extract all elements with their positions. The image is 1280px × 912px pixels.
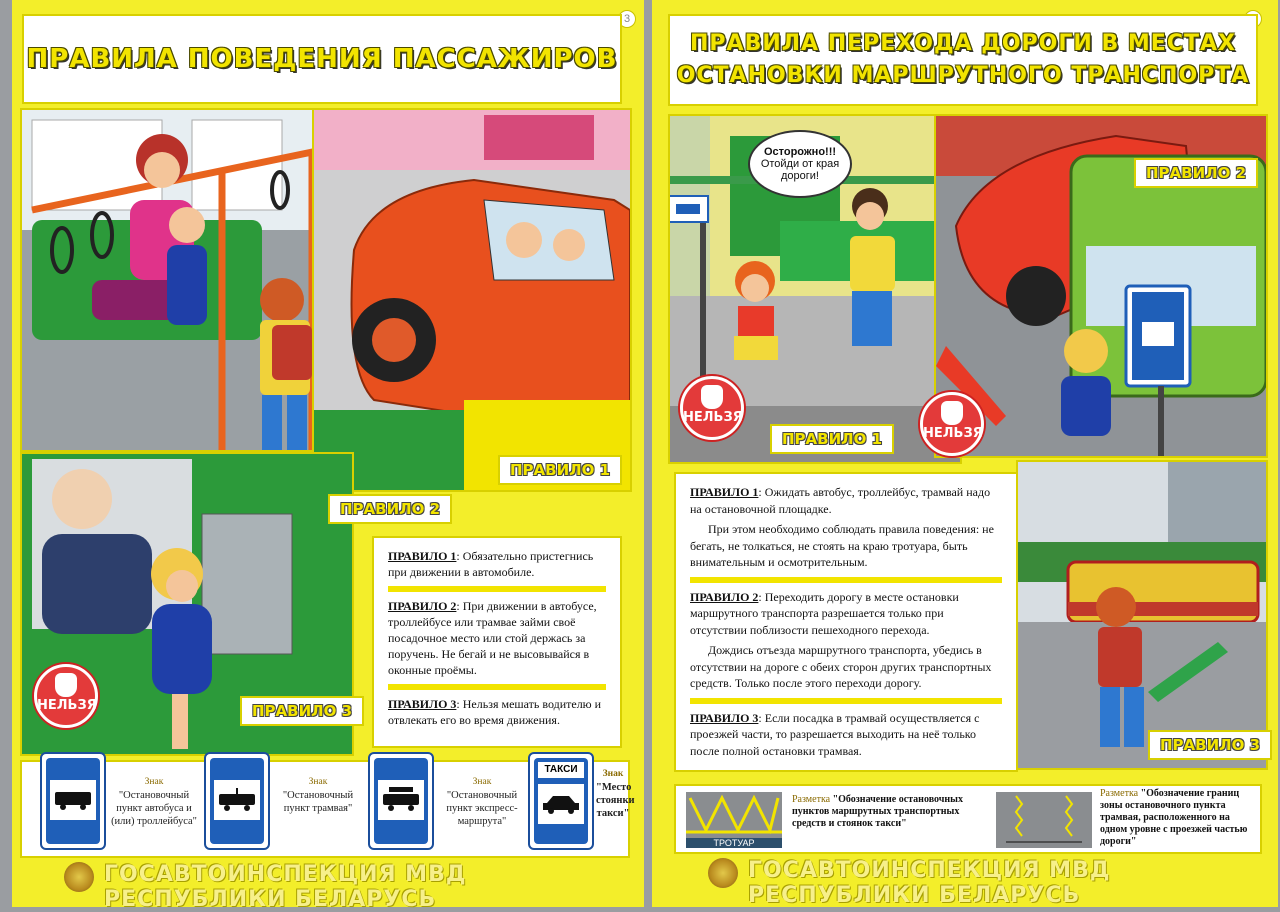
nelzya-label: НЕЛЬЗЯ xyxy=(37,698,97,713)
speech-bubble xyxy=(748,130,852,198)
zigzag-marking-icon xyxy=(686,792,782,836)
rule-label-3: ПРАВИЛО 3 xyxy=(240,696,364,726)
nelzya-sign-2 xyxy=(920,392,984,456)
rule-label-2: ПРАВИЛО 2 xyxy=(1134,158,1258,188)
rule-label-1: ПРАВИЛО 1 xyxy=(770,424,894,454)
poster-title-line-2: ОСТАНОВКИ МАРШРУТНОГО ТРАНСПОРТА xyxy=(676,63,1250,88)
tram-stop-sign xyxy=(204,752,270,850)
rule-label-1: ПРАВИЛО 1 xyxy=(498,455,622,485)
road-signs-strip xyxy=(20,760,635,858)
tram-icon xyxy=(217,788,257,812)
rule-2-text: ПРАВИЛО 2: При движении в автобусе, троллейбусе или трамвае займи своё посадочное место или стой держась за поручень. Не бегай и не высовывайся в оконные проёмы. xyxy=(388,599,597,677)
rule-1-text: ПРАВИЛО 1: Обязательно пристегнись при движении в автомобиле. xyxy=(388,549,594,579)
nelzya-label: НЕЛЬЗЯ xyxy=(923,426,983,441)
tram-zone-marking-picture xyxy=(996,792,1092,848)
express-stop-sign xyxy=(368,752,434,850)
rule-2-extra-text: Дождись отъезда маршрутного транспорта, убедись в отсутствии на дороге с обеих сторон других транспортных средств. Только после этого переходи дорогу. xyxy=(690,643,992,690)
divider xyxy=(388,684,606,690)
bus-interior-illustration xyxy=(20,108,354,452)
rules-text-box xyxy=(674,472,1018,772)
nelzya-sign xyxy=(34,664,98,728)
divider xyxy=(690,698,1002,704)
bus-stop-marking-picture xyxy=(686,792,782,848)
car-illustration xyxy=(312,108,632,492)
right-poster xyxy=(652,0,1278,907)
rule-3-text: ПРАВИЛО 3: Нельзя мешать водителю и отвлекать его во время движения. xyxy=(388,697,602,727)
hand-stop-icon xyxy=(701,385,723,409)
sidewalk-label: ТРОТУАР xyxy=(686,838,782,848)
divider xyxy=(690,577,1002,583)
nelzya-label: НЕЛЬЗЯ xyxy=(683,410,743,425)
hand-stop-icon xyxy=(55,673,77,697)
marking-1-caption: Разметка "Обозначение остановочных пунктов маршрутных транспортных средств и стоянок такси" xyxy=(792,794,963,829)
road-markings-strip xyxy=(674,784,1262,854)
tram-picture xyxy=(1018,462,1266,768)
bus-icon xyxy=(53,790,93,810)
nelzya-sign-1 xyxy=(680,376,744,440)
speech-line-2: Отойди от края дороги! xyxy=(760,158,840,182)
tram-stop-caption: Знак "Остановочный пункт трамвая" xyxy=(282,777,354,814)
taxi-plate-text: ТАКСИ xyxy=(538,762,584,778)
bus-stop-caption: Знак "Остановочный пункт автобуса и (или) троллейбуса" xyxy=(111,777,197,827)
rules-text-box xyxy=(372,536,622,748)
car-picture xyxy=(314,110,630,490)
poster-title-box xyxy=(22,14,622,104)
taxi-caption: Знак "Место стоянки такси" xyxy=(596,769,635,819)
tram-zone-marking-icon xyxy=(996,792,1092,848)
speech-line-1: Осторожно!!! xyxy=(763,146,837,158)
taxi-car-icon xyxy=(541,793,581,815)
gai-emblem-icon xyxy=(64,862,94,892)
poster-title-box xyxy=(668,14,1258,106)
gai-emblem-icon xyxy=(708,858,738,888)
rule-label-2: ПРАВИЛО 2 xyxy=(328,494,452,524)
bus-interior-picture xyxy=(22,110,352,450)
footer-text: ГОСАВТОИНСПЕКЦИЯ МВД РЕСПУБЛИКИ БЕЛАРУСЬ xyxy=(104,862,467,912)
rule-1-text: ПРАВИЛО 1: Ожидать автобус, троллейбус, трамвай надо на остановочной площадке. xyxy=(690,485,991,516)
rule-1-extra-text: При этом необходимо соблюдать правила поведения: не бегать, не толкаться, не стоять на краю тротуара, быть внимательным и осмотрительным. xyxy=(690,522,994,569)
left-poster xyxy=(12,0,644,912)
hand-stop-icon xyxy=(941,401,963,425)
bus-stop-sign xyxy=(40,752,106,850)
marking-2-caption: Разметка "Обозначение границ зоны остановочного пункта трамвая, расположенного на одном уровне с проезжей частью дороги" xyxy=(1100,788,1248,847)
rule-3-text: ПРАВИЛО 3: Если посадка в трамвай осуществляется с проезжей части, то разрешается выходить на неё только после полной остановки трамвая. xyxy=(690,710,980,758)
express-stop-caption: Знак "Остановочный пункт экспресс-маршрута" xyxy=(446,777,518,827)
poster-title: ПРАВИЛА ПОВЕДЕНИЯ ПАССАЖИРОВ xyxy=(26,44,618,74)
divider xyxy=(388,586,606,592)
tram-illustration xyxy=(1016,460,1268,770)
rule-2-text: ПРАВИЛО 2: Переходить дорогу в месте остановки маршрутного транспорта разрешается только при отсутствии поблизости пешеходного перехода. xyxy=(690,589,959,637)
express-bus-icon xyxy=(381,787,421,813)
poster-title-line-1: ПРАВИЛА ПЕРЕХОДА ДОРОГИ В МЕСТАХ xyxy=(690,31,1236,56)
page-number: 3 xyxy=(618,10,636,28)
footer-text: ГОСАВТОИНСПЕКЦИЯ МВД РЕСПУБЛИКИ БЕЛАРУСЬ xyxy=(748,858,1111,908)
taxi-sign xyxy=(528,752,594,850)
rule-label-3: ПРАВИЛО 3 xyxy=(1148,730,1272,760)
